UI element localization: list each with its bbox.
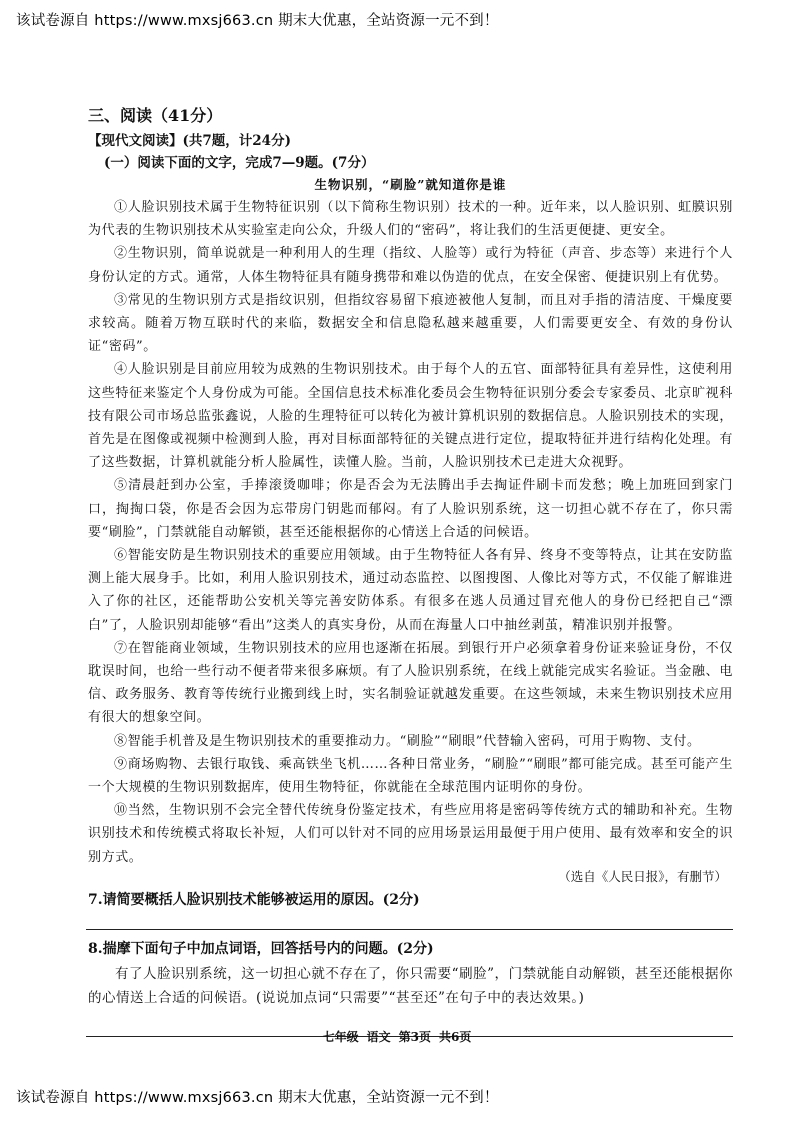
article-paragraph-1: ①人脸识别技术属于生物特征识别（以下简称生物识别）技术的一种。近年来，以人脸识别、虹膜识别为代表的生物识别技术从实验室走向公众，升级人们的“密码”，将让我们的生活更便捷、更安全。: [88, 200, 733, 239]
question-7: 7.请简要概括人脸识别技术能够被运用的原因。(2分): [88, 891, 420, 908]
answer-line-q7[interactable]: [86, 911, 733, 930]
question-8-text: 有了人脸识别系统，这一切担心就不存在了，你只需要“刷脸”，门禁就能自动解锁，甚至还能根据你的心情送上合适的问候语。(说说加点词“只需要”“甚至还”在句子中的表达效果。): [88, 965, 733, 1006]
question-8-title: 8.揣摩下面句子中加点词语，回答括号内的问题。(2分): [88, 940, 434, 957]
footer-grade: 七年级: [322, 1030, 359, 1044]
section-title: 三、阅读（41分）: [88, 106, 223, 125]
article-title: 生物识别，“刷脸”就知道你是谁: [314, 177, 507, 192]
footer-total: 共6页: [439, 1030, 472, 1044]
article-paragraph-4: ④人脸识别是目前应用较为成熟的生物识别技术。由于每个人的五官、面部特征具有差异性，这使利用这些特征来鉴定个人身份成为可能。全国信息技术标准化委员会生物特征识别分委会专家委员、北京旷视科技有限公司市场总监张鑫说，人脸的生理特征可以转化为被计算机识别的数据信息。人脸识别技术的实现，首先是在图像或视频中检测到人脸，再对目标面部特征的关键点进行定位，提取特征并进行结构化处理。有了这些数据，计算机就能分析人脸属性，读懂人脸。当前，人脸识别技术已走进大众视野。: [88, 362, 733, 471]
article-paragraph-5: ⑤清晨赶到办公室，手捧滚烫咖啡；你是否会为无法腾出手去掏证件刷卡而发愁；晚上加班回到家门口，掏掏口袋，你是否会因为忘带房门钥匙而郁闷。有了人脸识别系统，这一切担心就不存在了，你只需要“刷脸”，门禁就能自动解锁，甚至还能根据你的心情送上合适的问候语。: [88, 478, 733, 540]
article-paragraph-3: ③常见的生物识别方式是指纹识别，但指纹容易留下痕迹被他人复制，而且对手指的清洁度、干燥度要求较高。随着万物互联时代的来临，数据安全和信息隐私越来越重要，人们需要更安全、有效的身份认证“密码”。: [88, 292, 733, 355]
article-paragraph-8: ⑧智能手机普及是生物识别技术的重要推动力。“刷脸”“刷眼”代替输入密码，可用于购物、支付。: [114, 733, 701, 749]
article-paragraph-10: ⑩当然，生物识别不会完全替代传统身份鉴定技术，有些应用将是密码等传统方式的辅助和补充。生物识别技术和传统模式将取长补短，人们可以针对不同的应用场景运用最便于用户使用、最有效率和安全的识别方式。: [88, 803, 733, 865]
article-paragraph-2: ②生物识别，简单说就是一种利用人的生理（指纹、人脸等）或行为特征（声音、步态等）来进行个人身份认定的方式。通常，人体生物特征具有随身携带和难以伪造的优点，在安全保密、便捷识别上有优势。: [88, 246, 733, 285]
article-paragraph-9: ⑨商场购物、去银行取钱、乘高铁坐飞机……各种日常业务，“刷脸”“刷眼”都可能完成。甚至可能产生一个大规模的生物识别数据库，使用生物特征，你就能在全球范围内证明你的身份。: [88, 756, 733, 796]
article-source: （选自《人民日报》，有删节）: [558, 868, 727, 884]
page-footer: [0, 1028, 794, 1045]
article-paragraph-7: ⑦在智能商业领域，生物识别技术的应用也逐渐在拓展。到银行开户必须拿着身份证来验证身份，不仅耽误时间，也给一些行动不便者带来很多麻烦。有了人脸识别系统，在线上就能完成实名验证。当金融、电信、政务服务、教育等传统行业搬到线上时，实名制验证就越发重要。在这些领域，未来生物识别技术应用有很大的想象空间。: [88, 640, 733, 726]
top-banner: 该试卷源自 https://www.mxsj663.cn 期末大优惠，全站资源一元不到！: [16, 13, 499, 29]
reading-instruction: (一）阅读下面的文字，完成7—9题。(7分）: [104, 155, 375, 171]
reading-section: [88, 103, 733, 1037]
modern-reading-subtitle: 【现代文阅读】(共7题，计24分): [88, 133, 291, 149]
bottom-banner: 该试卷源自 https://www.mxsj663.cn 期末大优惠，全站资源一元不到！: [16, 1090, 499, 1106]
article-paragraph-6: ⑥智能安防是生物识别技术的重要应用领域。由于生物特征人各有异、终身不变等特点，让其在安防监测上能大展身手。比如，利用人脸识别技术，通过动态监控、以图搜图、人像比对等方式，不仅能了解谁进入了你的社区，还能帮助公安机关等完善安防体系。有很多在逃人员通过冒充他人的身份已经把自己“漂白”了，人脸识别却能够“看出”这类人的真实身份，从而在海量人口中抽丝剥茧，精准识别并报警。: [88, 548, 733, 633]
footer-subject: 语文: [366, 1030, 391, 1044]
footer-page: 第3页: [398, 1030, 432, 1044]
